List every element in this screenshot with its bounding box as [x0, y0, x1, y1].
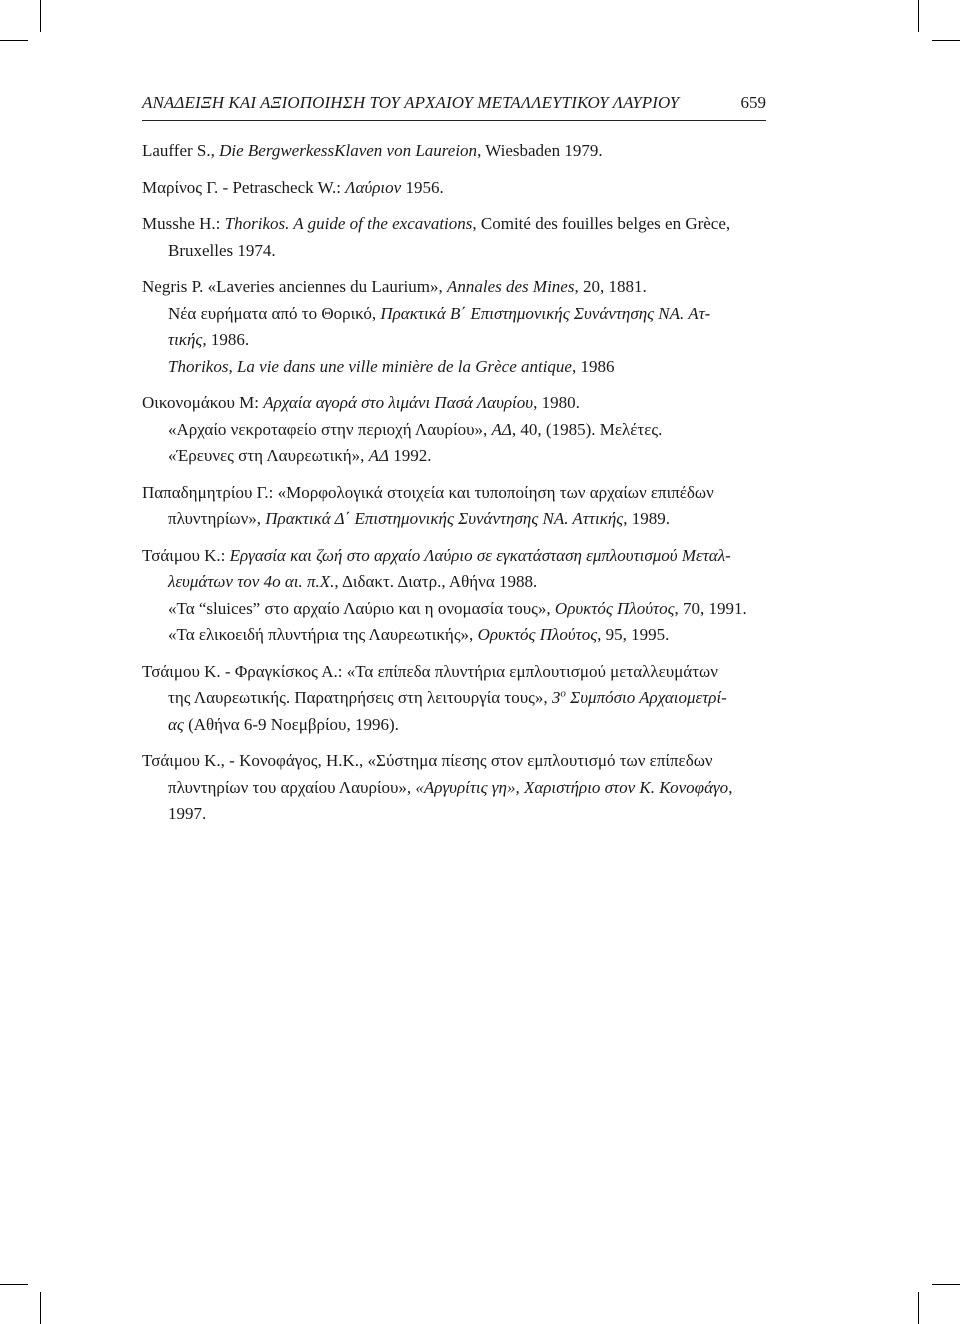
author-and-title: Παπαδημητρίου Γ.: «Μορφολογικά στοιχεία και τυποποίηση των αρχαίων επιπέδων [142, 482, 714, 502]
publication-info: , Διδακτ. Διατρ., Αθήνα 1988. [334, 572, 538, 591]
running-title: ΑΝΑΔΕΙΞΗ ΚΑΙ ΑΞΙΟΠΟΙΗΣΗ ΤΟΥ ΑΡΧΑΙΟΥ ΜΕΤΑΛΛΕΥΤΙΚΟΥ ΛΑΥΡΙΟΥ [142, 93, 680, 112]
publication-info: , 1986. [202, 330, 250, 349]
crop-mark-bottom-left-h [0, 1284, 28, 1285]
author: Musshe H.: [142, 214, 225, 233]
reference-line [142, 622, 766, 649]
reference-line [142, 417, 766, 444]
reference-line [142, 506, 766, 533]
reference-line [142, 301, 766, 328]
reference-line [142, 354, 766, 381]
reference-entry-tsaimou-2 [142, 659, 766, 739]
work-title: «Αρχαίο νεκροταφείο στην περιοχή Λαυρίου», [168, 419, 492, 439]
reference-line [142, 801, 766, 828]
author-and-title: Τσάιμου Κ., - Κονοφάγος, Η.Κ., «Σύστημα πίεσης στον εμπλουτισμό των επίπεδων [142, 751, 713, 770]
reference-line [142, 659, 766, 686]
reference-entry-musshe [142, 211, 766, 264]
author-and-title: Τσάιμου Κ. - Φραγκίσκος Α.: «Τα επίπεδα πλυντήρια εμπλουτισμού μεταλλευμάτων [142, 661, 718, 681]
reference-line [142, 775, 766, 802]
work-title: λευμάτων τον 4ο αι. π.Χ. [168, 572, 335, 591]
crop-mark-top-left [40, 0, 41, 32]
ordinal-superscript: ο [560, 687, 566, 700]
reference-line [142, 390, 766, 417]
proceedings: τικής [168, 330, 203, 349]
running-header [142, 93, 766, 113]
crop-mark-bottom-right-h [932, 1284, 960, 1285]
work-title: Νέα ευρήματα από το Θορικό, [168, 303, 381, 323]
work-title: Thorikos, La vie dans une ville minière de la Grèce antique [168, 356, 572, 376]
publication-info: , 95, 1995. [597, 625, 670, 644]
proceedings: ας [168, 714, 184, 734]
publication-info: , 20, 1881. [574, 277, 647, 296]
reference-entry-tsaimou-1 [142, 543, 766, 649]
work-title: Αρχαία αγορά στο λιμάνι Πασά Λαυρίου [263, 393, 534, 412]
author: Τσάιμου Κ.: [142, 545, 230, 565]
reference-entry-marinos [142, 175, 766, 202]
publication-info: , Comité des fouilles belges en Grèce, [472, 214, 731, 233]
work-title: «Τα “sluices” στο αρχαίο Λαύριο και η ονομασία τους», [168, 598, 555, 618]
reference-list [142, 138, 766, 838]
publication-info: 1997. [168, 804, 207, 823]
proceedings: Πρακτικά Δ΄ Επιστημονικής Συνάντησης ΝΑ. Αττικής [265, 509, 624, 528]
reference-entry-lauffer [142, 138, 766, 165]
crop-mark-bottom-left [40, 1292, 41, 1324]
publication-info: , 1980. [533, 393, 580, 412]
reference-line [142, 712, 766, 739]
work-title: «Τα ελικοειδή πλυντήρια της Λαυρεωτικής», [168, 625, 478, 644]
work-title: της Λαυρεωτικής. Παρατηρήσεις στη λειτουργία τους», [168, 688, 552, 707]
publication-info: , 1986 [571, 356, 615, 376]
reference-line [142, 480, 766, 507]
reference-line [142, 443, 766, 470]
reference-line [142, 238, 766, 265]
reference-line [142, 569, 766, 596]
work-title: πλυντηρίων», [168, 509, 266, 528]
header-rule [142, 120, 766, 121]
work-title: «Έρευνες στη Λαυρεωτική», [168, 446, 369, 465]
publication-info: (Αθήνα 6-9 Νοεμβρίου, 1996). [183, 714, 399, 734]
proceedings: Συμπόσιο Αρχαιομετρί- [565, 688, 727, 707]
reference-line [142, 685, 766, 712]
crop-mark-top-right [918, 0, 919, 32]
work-title: Thorikos. A guide of the excavations [224, 214, 473, 233]
reference-line [142, 543, 766, 570]
work-title: Λαύριον [345, 177, 402, 197]
author: Μαρίνος Γ. - Petrascheck W.: [142, 177, 346, 197]
reference-line [142, 175, 766, 202]
publication-info: , Wiesbaden 1979. [477, 141, 603, 160]
reference-entry-negris [142, 274, 766, 380]
crop-mark-bottom-right [918, 1292, 919, 1324]
proceedings: 3 [551, 688, 561, 707]
page-number: 659 [740, 93, 766, 112]
author: Lauffer S., [142, 141, 220, 160]
reference-line [142, 327, 766, 354]
publication-info: , 70, 1991. [674, 598, 747, 618]
crop-mark-top-left-h [0, 40, 28, 41]
crop-mark-top-right-h [932, 40, 960, 41]
work-title: πλυντηρίων του αρχαίου Λαυρίου», [168, 777, 416, 797]
reference-line [142, 274, 766, 301]
festschrift: «Αργυρίτις γη», Χαριστήριο στον Κ. Κονοφάγο [415, 777, 729, 797]
author: Οικονομάκου Μ: [142, 393, 264, 412]
reference-line [142, 138, 766, 165]
reference-entry-oikonomakou [142, 390, 766, 470]
reference-entry-papadimitriou [142, 480, 766, 533]
reference-line [142, 596, 766, 623]
reference-line [142, 211, 766, 238]
reference-line [142, 748, 766, 775]
reference-entry-tsaimou-3 [142, 748, 766, 828]
publication-info: , 40, (1985). Μελέτες. [511, 419, 663, 439]
journal: ΑΔ [491, 419, 512, 439]
work-title: Εργασία και ζωή στο αρχαίο Λαύριο σε εγκατάσταση εμπλουτισμού Μεταλ- [229, 545, 731, 565]
publication-info: 1956. [401, 177, 444, 197]
publication-info: Bruxelles 1974. [168, 240, 276, 260]
journal: Ορυκτός Πλούτος [554, 598, 675, 618]
proceedings: Πρακτικά Β΄ Επιστημονικής Συνάντησης ΝΑ. Ατ- [380, 303, 711, 323]
publication-info: 1992. [389, 446, 432, 465]
author-and-title: Negris P. «Laveries anciennes du Laurium», [142, 277, 447, 296]
journal: Annales des Mines [446, 277, 575, 296]
work-title: Die BergwerkessKlaven von Laureion [219, 141, 478, 160]
publication-info: , [728, 777, 733, 797]
journal: ΑΔ [368, 446, 390, 465]
journal: Ορυκτός Πλούτος [477, 625, 598, 644]
publication-info: , 1989. [623, 509, 670, 528]
